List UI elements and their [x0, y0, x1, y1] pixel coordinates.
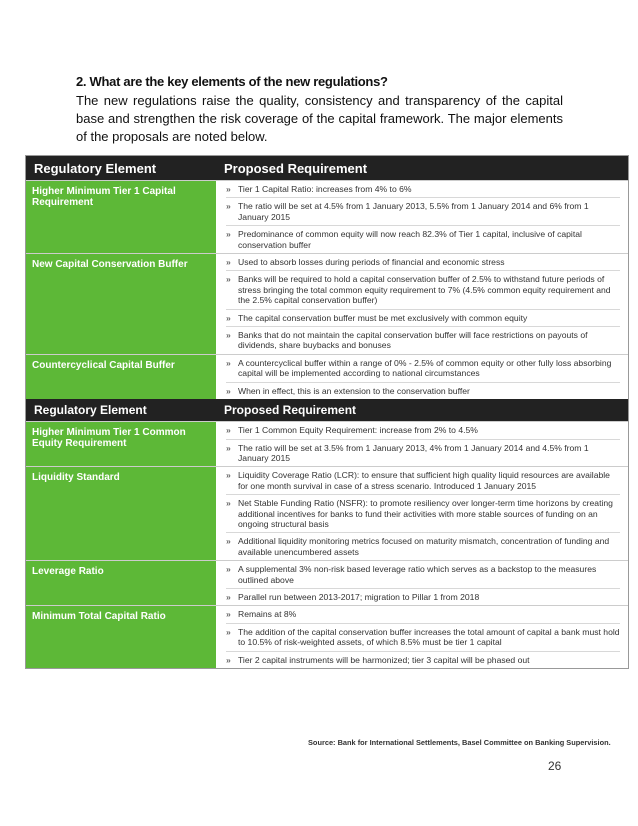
bullet-chevron-icon: »: [226, 536, 231, 547]
requirement-text: The ratio will be set at 4.5% from 1 January 2013, 5.5% from 1 January 2014 and 6% from 1 January 2015: [238, 201, 589, 222]
requirement-text: Remains at 8%: [238, 609, 297, 620]
bullet-chevron-icon: »: [226, 654, 231, 665]
regulatory-element-cell: New Capital Conservation Buffer: [26, 254, 218, 354]
table-header-repeat: [26, 399, 628, 421]
requirement-text: A countercyclical buffer within a range of 0% - 2.5% of common equity or other fully loss absorbing capital will be implemented according to national circumstances: [238, 357, 612, 379]
bullet-chevron-icon: »: [226, 184, 231, 194]
requirement-text: Predominance of common equity will now reach 82.3% of Tier 1 capital, inclusive of capital conservation buffer: [238, 229, 582, 250]
regulatory-element-cell: Minimum Total Capital Ratio: [26, 606, 218, 668]
bullet-chevron-icon: »: [226, 564, 231, 575]
requirement-text: Used to absorb losses during periods of financial and economic stress: [238, 257, 505, 268]
requirement-text: The capital conservation buffer must be met exclusively with common equity: [238, 312, 528, 323]
bullet-chevron-icon: »: [226, 385, 231, 396]
requirement-text: When in effect, this is an extension to the conservation buffer: [238, 385, 470, 396]
requirement-item: [226, 561, 620, 589]
requirement-item: [226, 310, 620, 327]
requirement-text: Net Stable Funding Ratio (NSFR): to promote resiliency over longer-term time horizons by creating additional incentives for banks to fund their activities with more stable sources of funding on an ongoing structural basis: [238, 498, 613, 529]
header-proposed-requirement: Proposed Requirement: [224, 160, 368, 176]
proposed-requirement-cell: [218, 254, 628, 354]
requirement-text: The ratio will be set at 3.5% from 1 January 2013, 4% from 1 January 2014 and 4.5% from 1 January 2015: [238, 442, 589, 463]
requirement-item: [226, 181, 620, 198]
bullet-chevron-icon: »: [226, 330, 231, 341]
bullet-chevron-icon: »: [226, 609, 231, 620]
regulatory-element-cell: Countercyclical Capital Buffer: [26, 355, 218, 399]
proposed-requirement-cell: [218, 467, 628, 560]
requirement-item: [226, 652, 620, 668]
regulatory-element-cell: Higher Minimum Tier 1 Capital Requirement: [26, 181, 218, 253]
table-row: [26, 466, 628, 560]
table-row: [26, 421, 628, 466]
requirement-item: [226, 254, 620, 271]
bullet-chevron-icon: »: [226, 498, 231, 509]
table-row: [26, 560, 628, 605]
requirement-text: Banks will be required to hold a capital conservation buffer of 2.5% to withstand future periods of stress bringing the total common equity requirement to 7% (4.5% common equity requirement and the 2.5% capital conservation buffer): [238, 274, 611, 306]
bullet-chevron-icon: »: [226, 312, 231, 323]
intro-paragraph: The new regulations raise the quality, consistency and transparency of the capital base and strengthen the risk coverage of the capital framework. The major elements of the proposals are noted below.: [76, 93, 563, 144]
bullet-chevron-icon: »: [226, 470, 231, 481]
table-row: [26, 605, 628, 668]
table-group-2: [26, 421, 628, 668]
bullet-chevron-icon: »: [226, 425, 231, 436]
regulatory-element-cell: Higher Minimum Tier 1 Common Equity Requirement: [26, 422, 218, 466]
requirement-text: Tier 1 Capital Ratio: increases from 4% to 6%: [238, 184, 412, 194]
requirement-item: [226, 624, 620, 652]
requirement-item: [226, 226, 620, 253]
header-proposed-requirement: Proposed Requirement: [224, 403, 357, 418]
header-regulatory-element: Regulatory Element: [34, 160, 157, 176]
table-row: [26, 253, 628, 354]
bullet-chevron-icon: »: [226, 201, 231, 212]
requirement-text: A supplemental 3% non-risk based leverage ratio which serves as a backstop to the measures outlined above: [238, 564, 597, 585]
proposed-requirement-cell: [218, 181, 628, 253]
requirement-item: [226, 271, 620, 309]
requirement-text: Tier 2 capital instruments will be harmonized; tier 3 capital will be phased out: [238, 654, 530, 665]
source-note: Source: Bank for International Settlements, Basel Committee on Banking Supervision.: [308, 738, 611, 747]
section-heading: 2. What are the key elements of the new regulations?: [76, 74, 388, 89]
proposed-requirement-cell: [218, 422, 628, 466]
requirement-text: The addition of the capital conservation buffer increases the total amount of capital a bank must hold to 10.5% of risk-weighted assets, of which 8.5% must be tier 1 capital: [238, 626, 620, 648]
bullet-chevron-icon: »: [226, 442, 231, 453]
table-row: [26, 180, 628, 253]
requirement-item: [226, 198, 620, 226]
table-group-1: [26, 180, 628, 399]
requirement-item: [226, 355, 620, 383]
regulations-table: [25, 155, 629, 669]
bullet-chevron-icon: »: [226, 274, 231, 285]
requirement-item: [226, 467, 620, 495]
regulatory-element-cell: Leverage Ratio: [26, 561, 218, 605]
bullet-chevron-icon: »: [226, 626, 231, 637]
requirement-item: [226, 422, 620, 439]
requirement-text: Tier 1 Common Equity Requirement: increase from 2% to 4.5%: [238, 425, 478, 436]
proposed-requirement-cell: [218, 561, 628, 605]
requirement-item: [226, 440, 620, 467]
bullet-chevron-icon: »: [226, 591, 231, 602]
requirement-item: [226, 533, 620, 560]
proposed-requirement-cell: [218, 606, 628, 668]
requirement-item: [226, 589, 620, 605]
page-number: 26: [548, 759, 562, 773]
requirement-text: Banks that do not maintain the capital conservation buffer will face restrictions on payouts of dividends, share buybacks and bonuses: [238, 330, 588, 351]
regulatory-element-cell: Liquidity Standard: [26, 467, 218, 560]
requirement-item: [226, 606, 620, 623]
requirement-item: [226, 327, 620, 354]
table-row: [26, 354, 628, 399]
bullet-chevron-icon: »: [226, 229, 231, 240]
bullet-chevron-icon: »: [226, 257, 231, 268]
requirement-item: [226, 495, 620, 533]
header-regulatory-element: Regulatory Element: [34, 403, 147, 418]
requirement-text: Liquidity Coverage Ratio (LCR): to ensure that sufficient high quality liquid resources are available for one month survival in case of a stress scenario. Introduced 1 January 2015: [238, 470, 610, 491]
bullet-chevron-icon: »: [226, 357, 231, 368]
requirement-text: Parallel run between 2013-2017; migration to Pillar 1 from 2018: [238, 591, 480, 602]
requirement-item: [226, 383, 620, 399]
proposed-requirement-cell: [218, 355, 628, 399]
table-header: [26, 156, 628, 180]
requirement-text: Additional liquidity monitoring metrics focused on maturity mismatch, concentration of funding and available unencumbered assets: [238, 536, 610, 557]
